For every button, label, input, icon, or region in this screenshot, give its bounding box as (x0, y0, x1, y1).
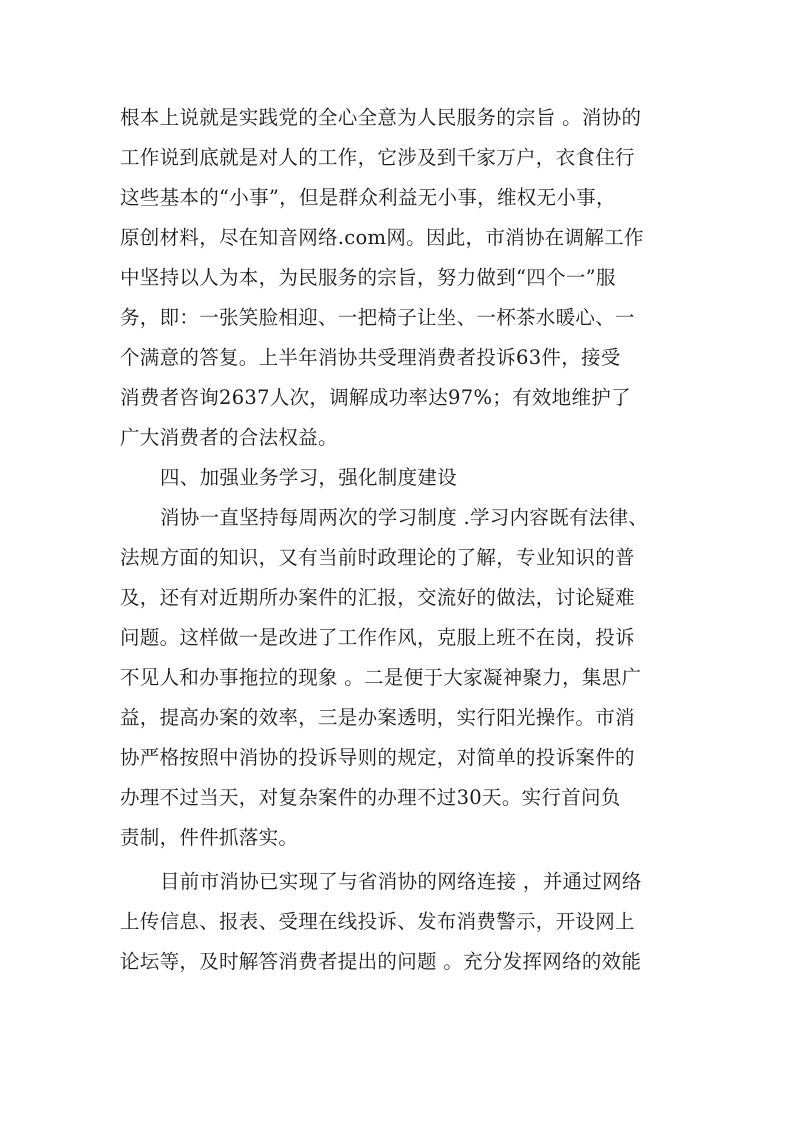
text-line: 个满意的答复。上半年消协共受理消费者投诉63件，接受 (120, 346, 621, 369)
text-line: 务，即：一张笑脸相迎、一把椅子让坐、一杯茶水暖心、一 (120, 306, 635, 329)
text-line: 法规方面的知识，又有当前时政理论的了解，专业知识的普 (120, 546, 635, 569)
text-line: 中坚持以人为本，为民服务的宗旨，努力做到“四个一”服 (120, 266, 616, 289)
text-line: 广大消费者的合法权益。 (120, 426, 338, 449)
text-line: 论坛等，及时解答消费者提出的问题 。充分发挥网络的效能 (120, 950, 642, 973)
text-line: 原创材料，尽在知音网络.com网。因此，市消协在调解工作 (120, 226, 644, 249)
section-heading: 四、加强业务学习，强化制度建设 (160, 466, 458, 489)
text-line: 根本上说就是实践党的全心全意为人民服务的宗旨 。消协的 (120, 106, 642, 129)
text-line: 这些基本的“小事”，但是群众利益无小事，维权无小事， (120, 186, 616, 209)
text-line: 益，提高办案的效率，三是办案透明，实行阳光操作。市消 (120, 706, 635, 729)
text-line: 及，还有对近期所办案件的汇报，交流好的做法，讨论疑难 (120, 586, 635, 609)
text-line: 目前市消协已实现了与省消协的网络连接 ，并通过网络 (160, 870, 642, 893)
text-line: 不见人和办事拖拉的现象 。二是便于大家凝神聚力，集思广 (120, 666, 642, 689)
text-line: 上传信息、报表、受理在线投诉、发布消费警示，开设网上 (120, 910, 635, 933)
text-line: 消协一直坚持每周两次的学习制度 .学习内容既有法律、 (160, 506, 649, 529)
text-line: 消费者咨询2637人次，调解成功率达97%；有效地维护了 (120, 386, 631, 409)
text-line: 协严格按照中消协的投诉导则的规定，对简单的投诉案件的 (120, 746, 635, 769)
text-line: 问题。这样做一是改进了工作作风，克服上班不在岗，投诉 (120, 626, 635, 649)
text-line: 责制，件件抓落实。 (120, 826, 299, 849)
text-line: 工作说到底就是对人的工作，它涉及到千家万户，衣食住行 (120, 146, 635, 169)
text-line: 办理不过当天，对复杂案件的办理不过30天。实行首问负 (120, 786, 621, 809)
